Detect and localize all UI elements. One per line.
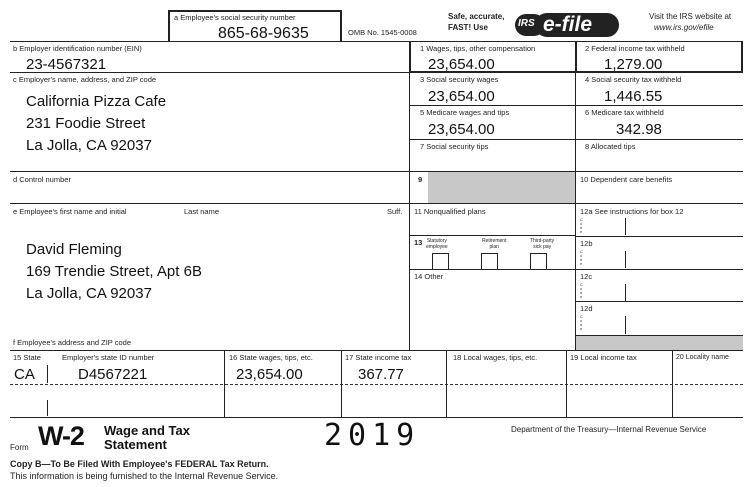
ssn-label: a Employee's social security number	[174, 13, 296, 22]
state-id-label: Employer's state ID number	[62, 353, 155, 362]
box-e-suff-label: Suff.	[387, 207, 403, 216]
box-12-bottom-shade	[576, 336, 743, 350]
state-value: CA	[14, 366, 35, 383]
irs-url[interactable]: www.irs.gov/efile	[654, 23, 714, 32]
box-12a-code: Code	[580, 217, 583, 234]
box-13-label: 13	[414, 238, 423, 247]
state-id-value: D4567221	[78, 366, 148, 383]
box-5-value: 23,654.00	[428, 121, 495, 138]
box-1-value: 23,654.00	[428, 56, 495, 73]
box-9-label: 9	[418, 175, 423, 184]
box-12b-label: 12b	[580, 239, 593, 248]
box-3-value: 23,654.00	[428, 88, 495, 105]
box-2-value: 1,279.00	[604, 56, 663, 73]
employee-name: David Fleming	[26, 241, 122, 258]
efile-logo-irs: IRS	[518, 18, 535, 29]
box-c-label: c Employer's name, address, and ZIP code	[13, 75, 157, 84]
box-7-label: 7 Social security tips	[420, 142, 489, 151]
irs-department: Department of the Treasury—Internal Revenue Service	[511, 425, 707, 434]
box-1-label: 1 Wages, tips, other compensation	[420, 44, 536, 53]
box-13-retirement-label: Retirement plan	[482, 238, 507, 250]
box-e-label: e Employee's first name and initial	[13, 207, 127, 216]
box-5-label: 5 Medicare wages and tips	[420, 108, 510, 117]
box-4-label: 4 Social security tax withheld	[585, 75, 682, 84]
box-f-label: f Employee's address and ZIP code	[13, 338, 132, 347]
box-12c-code: Code	[580, 282, 583, 299]
omb-number: OMB No. 1545-0008	[348, 28, 417, 37]
box-20-label: 20 Locality name	[676, 354, 729, 361]
box-13-sick-label: Third-party sick pay	[530, 238, 555, 250]
ein-value: 23-4567321	[26, 56, 107, 73]
irs-visit-text: Visit the IRS website at	[649, 12, 732, 21]
box-d-label: d Control number	[13, 175, 71, 184]
box-6-label: 6 Medicare tax withheld	[585, 108, 664, 117]
irs-info-line: This information is being furnished to the Internal Revenue Service.	[10, 471, 279, 481]
copy-b-line: Copy B—To Be Filed With Employee's FEDERAL Tax Return.	[10, 459, 269, 469]
employer-name: California Pizza Cafe	[26, 93, 167, 110]
employee-street: 169 Trendie Street, Apt 6B	[26, 263, 202, 280]
efile-logo	[515, 12, 619, 38]
box-12a-label: 12a See instructions for box 12	[580, 207, 684, 216]
form-name: W-2	[38, 421, 84, 451]
box-17-label: 17 State income tax	[345, 353, 412, 362]
box-e-last-label: Last name	[184, 207, 220, 216]
efile-tagline: Safe, accurate, FAST! Use	[448, 12, 505, 32]
box-16-label: 16 State wages, tips, etc.	[229, 353, 313, 362]
ssn-value: 865-68-9635	[218, 25, 309, 42]
box-9-shade	[428, 172, 575, 203]
form-word: Form	[10, 443, 29, 452]
box-8-label: 8 Allocated tips	[585, 142, 636, 151]
statutory-employee-checkbox[interactable]	[432, 253, 449, 270]
box-12b-code: Code	[580, 249, 583, 266]
box-18-label: 18 Local wages, tips, etc.	[453, 353, 538, 362]
employee-city: La Jolla, CA 92037	[26, 285, 152, 302]
box-13-statutory-label: Statutory employee	[426, 238, 448, 250]
tax-year: 2019	[324, 418, 421, 453]
box-12d-code: Code	[580, 314, 583, 331]
box-11-label: 11 Nonqualified plans	[414, 207, 486, 216]
box-4-value: 1,446.55	[604, 88, 663, 105]
box-12c-label: 12c	[580, 272, 593, 281]
box-15-label: 15 State	[13, 353, 41, 362]
box-12d-label: 12d	[580, 304, 593, 313]
retirement-plan-checkbox[interactable]	[481, 253, 498, 270]
employer-city: La Jolla, CA 92037	[26, 137, 152, 154]
state-tax-value: 367.77	[358, 366, 404, 383]
box-6-value: 342.98	[616, 121, 662, 138]
box-10-label: 10 Dependent care benefits	[580, 175, 673, 184]
form-title-line1: Wage and Tax	[104, 423, 190, 438]
efile-logo-text: e-file	[543, 13, 593, 36]
employer-street: 231 Foodie Street	[26, 115, 146, 132]
form-title-line2: Statement	[104, 437, 167, 452]
box-b-label: b Employer identification number (EIN)	[13, 44, 142, 53]
box-14-label: 14 Other	[414, 272, 444, 281]
box-3-label: 3 Social security wages	[420, 75, 499, 84]
box-2-label: 2 Federal income tax withheld	[585, 44, 685, 53]
state-wages-value: 23,654.00	[236, 366, 303, 383]
third-party-sick-pay-checkbox[interactable]	[530, 253, 547, 270]
box-19-label: 19 Local income tax	[570, 353, 637, 362]
